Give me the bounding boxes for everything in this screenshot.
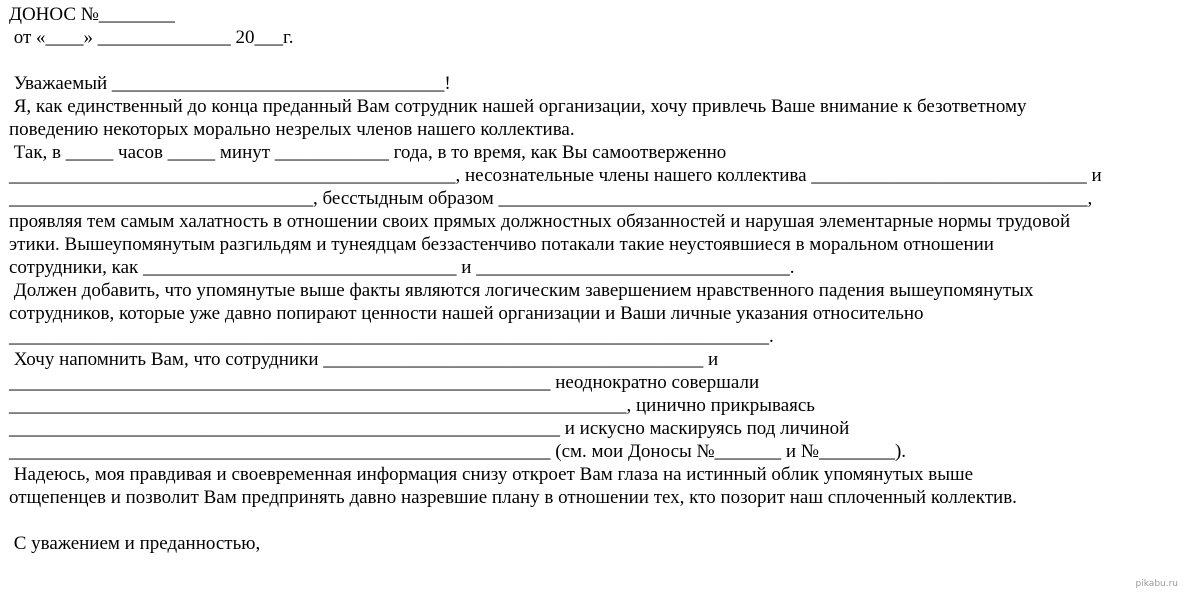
paragraph-3-line-2: сотрудников, которые уже давно попирают ценности нашей организации и Ваши личные указания относительно [9,303,924,324]
paragraph-2-line-4: проявляя тем самым халатность в отношении своих прямых должностных обязанностей и нарушая элементарные нормы трудовой [9,211,1071,232]
document-title: ДОНОС №________ [9,4,175,25]
paragraph-2-line-3: ________________________________, бесстыдным образом ______________________________________________________________, [9,188,1093,209]
paragraph-5-line-1: Надеюсь, моя правдивая и своевременная информация снизу откроет Вам глаза на истинный облик упомянутых выше [9,464,974,485]
blank-line [9,509,1175,532]
salutation: Уважаемый ___________________________________! [9,73,451,94]
blank-line [9,49,1175,72]
paragraph-4-line-4: __________________________________________________________ и искусно маскируясь под личиной [9,418,850,439]
document-body [9,3,1175,555]
paragraph-4-line-5: _________________________________________________________ (см. мои Доносы №_______ и №________). [9,441,907,462]
paragraph-3-line-1: Должен добавить, что упомянутые выше факты являются логическим завершением нравственного падения вышеупомянутых [9,280,1034,301]
paragraph-5-line-2: отщепенцев и позволит Вам предпринять давно назревшие плану в отношении тех, кто позорит наш сплоченный коллектив. [9,487,1017,508]
date-line: от «____» ______________ 20___г. [9,27,294,48]
paragraph-1-line-1: Я, как единственный до конца преданный Вам сотрудник нашей организации, хочу привлечь Ваше внимание к безответному [9,96,1027,117]
paragraph-2-line-6: сотрудники, как _________________________________ и _________________________________. [9,257,795,278]
paragraph-4-line-3: _________________________________________________________________, цинично прикрываясь [9,395,815,416]
paragraph-2-line-5: этики. Вышеупомянутым разгильдям и тунеядцам беззастенчиво потакали такие неустоявшиеся в моральном отношении [9,234,994,255]
watermark: pikabu.ru [1135,579,1178,589]
paragraph-1-line-2: поведению некоторых морально незрелых членов нашего коллектива. [9,119,575,140]
paragraph-3-line-3: ________________________________________________________________________________. [9,326,774,347]
paragraph-2-line-2: _______________________________________________, несознательные члены нашего коллектива _____________________________ и [9,165,1102,186]
closing-line: С уважением и преданностью, [9,533,261,554]
paragraph-4-line-1: Хочу напомнить Вам, что сотрудники ________________________________________ и [9,349,719,370]
paragraph-2-line-1: Так, в _____ часов _____ минут ____________ года, в то время, как Вы самоотверженно [9,142,727,163]
paragraph-4-line-2: _________________________________________________________ неоднократно совершали [9,372,760,393]
